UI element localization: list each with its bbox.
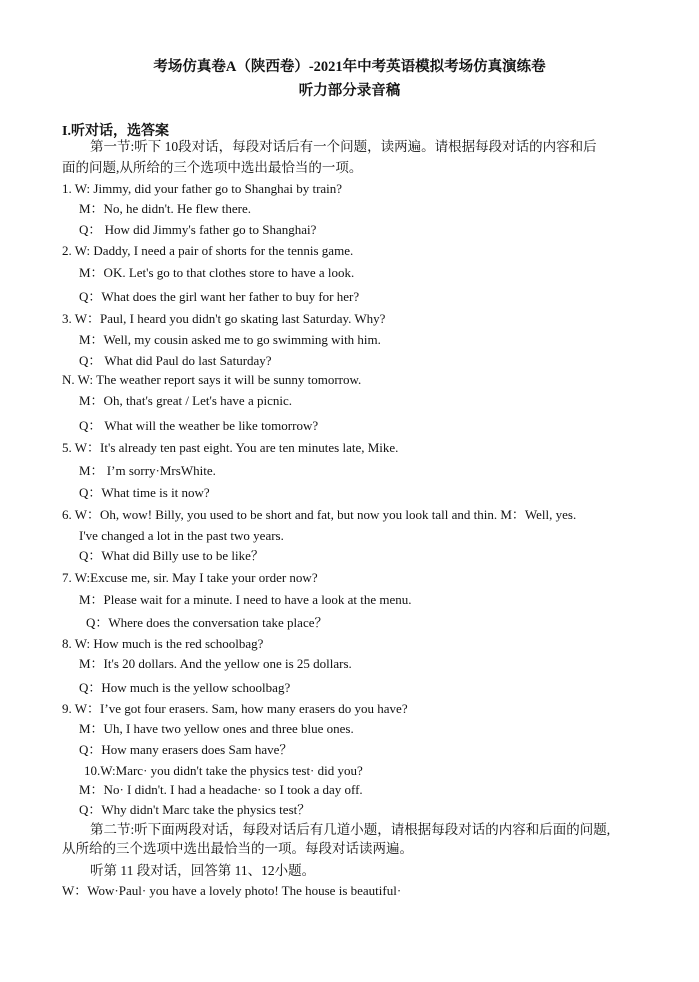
dialogue-line: 9. W：I’ve got four erasers. Sam, how many erasers do you have? xyxy=(62,701,408,716)
document-title: 考场仿真卷A（陕西卷）-2021年中考英语模拟考场仿真演练卷 xyxy=(153,59,546,75)
part1-intro-line-1: 第一节:听下 10段对话，每段对话后有一个问题，读两遍。请根据每段对话的内容和后 xyxy=(90,139,597,154)
dialogue-line: Q：How much is the yellow schoolbag? xyxy=(79,680,291,695)
dialogue-line: M：Oh, that's great / Let's have a picnic. xyxy=(79,393,292,408)
dialogue-line: M：Uh, I have two yellow ones and three blue ones. xyxy=(79,721,354,736)
dialogue-line: 3. W：Paul, I heard you didn't go skating last Saturday. Why? xyxy=(62,311,386,326)
dialogue-line: Q：What time is it now? xyxy=(79,485,210,500)
dialogue-line: 10.W:Marc· you didn't take the physics test· did you? xyxy=(84,763,363,778)
dialogue-line: Q： How did Jimmy's father go to Shanghai? xyxy=(79,222,317,237)
part2-subheading: 听第 11 段对话，回答第 11、12小题。 xyxy=(90,863,316,878)
document-subtitle: 听力部分录音稿 xyxy=(298,83,401,99)
dialogue-line: Q： What will the weather be like tomorrow? xyxy=(79,418,319,433)
dialogue-line: M： I’m sorry·MrsWhite. xyxy=(79,463,216,478)
dialogue-line: M：No, he didn't. He flew there. xyxy=(79,201,252,216)
dialogue-line: M：It's 20 dollars. And the yellow one is 25 dollars. xyxy=(79,656,352,671)
dialogue-line: 1. W: Jimmy, did your father go to Shanghai by train? xyxy=(62,181,343,196)
dialogue-line: M：No· I didn't. I had a headache· so I took a day off. xyxy=(79,782,363,797)
dialogue-line: Q：Why didn't Marc take the physics test？ xyxy=(79,802,311,817)
dialogue-line: I've changed a lot in the past two years. xyxy=(79,528,284,543)
dialogue-line: 5. W：It's already ten past eight. You are ten minutes late, Mike. xyxy=(62,440,399,455)
section-heading: I.听对话，选答案 xyxy=(62,124,169,139)
dialogue-line: M：Please wait for a minute. I need to have a look at the menu. xyxy=(79,592,412,607)
dialogue-line: Q：What does the girl want her father to buy for her? xyxy=(79,289,360,304)
dialogue-line: 6. W：Oh, wow! Billy, you used to be short and fat, but now you look tall and thin. M：Well, yes. xyxy=(62,507,577,522)
dialogue-line: M：Well, my cousin asked me to go swimming with him. xyxy=(79,332,381,347)
dialogue-line: 2. W: Daddy, I need a pair of shorts for the tennis game. xyxy=(62,243,354,258)
dialogue-line: Q：How many erasers does Sam have？ xyxy=(79,742,293,757)
dialogue-line: N. W: The weather report says it will be sunny tomorrow. xyxy=(62,372,362,387)
dialogue-line: M：OK. Let's go to that clothes store to have a look. xyxy=(79,265,355,280)
dialogue-line: Q：What did Billy use to be like？ xyxy=(79,548,264,563)
part1-intro-line-2: 面的问题,从所给的三个选项中选出最恰当的一项。 xyxy=(62,160,363,175)
dialogue-line: Q： What did Paul do last Saturday? xyxy=(79,353,272,368)
part2-intro-line-1: 第二节:听下面两段对话，每段对话后有几道小题，请根据每段对话的内容和后面的问题, xyxy=(90,822,611,837)
dialogue-line: 7. W:Excuse me, sir. May I take your order now? xyxy=(62,570,318,585)
dialogue-line: 8. W: How much is the red schoolbag? xyxy=(62,636,264,651)
part2-intro-line-2: 从所给的三个选项中选出最恰当的一项。每段对话读两遍。 xyxy=(62,841,413,856)
dialogue-line: Q：Where does the conversation take place？ xyxy=(86,615,328,630)
dialogue-line: W：Wow·Paul· you have a lovely photo! The house is beautiful· xyxy=(62,883,402,898)
